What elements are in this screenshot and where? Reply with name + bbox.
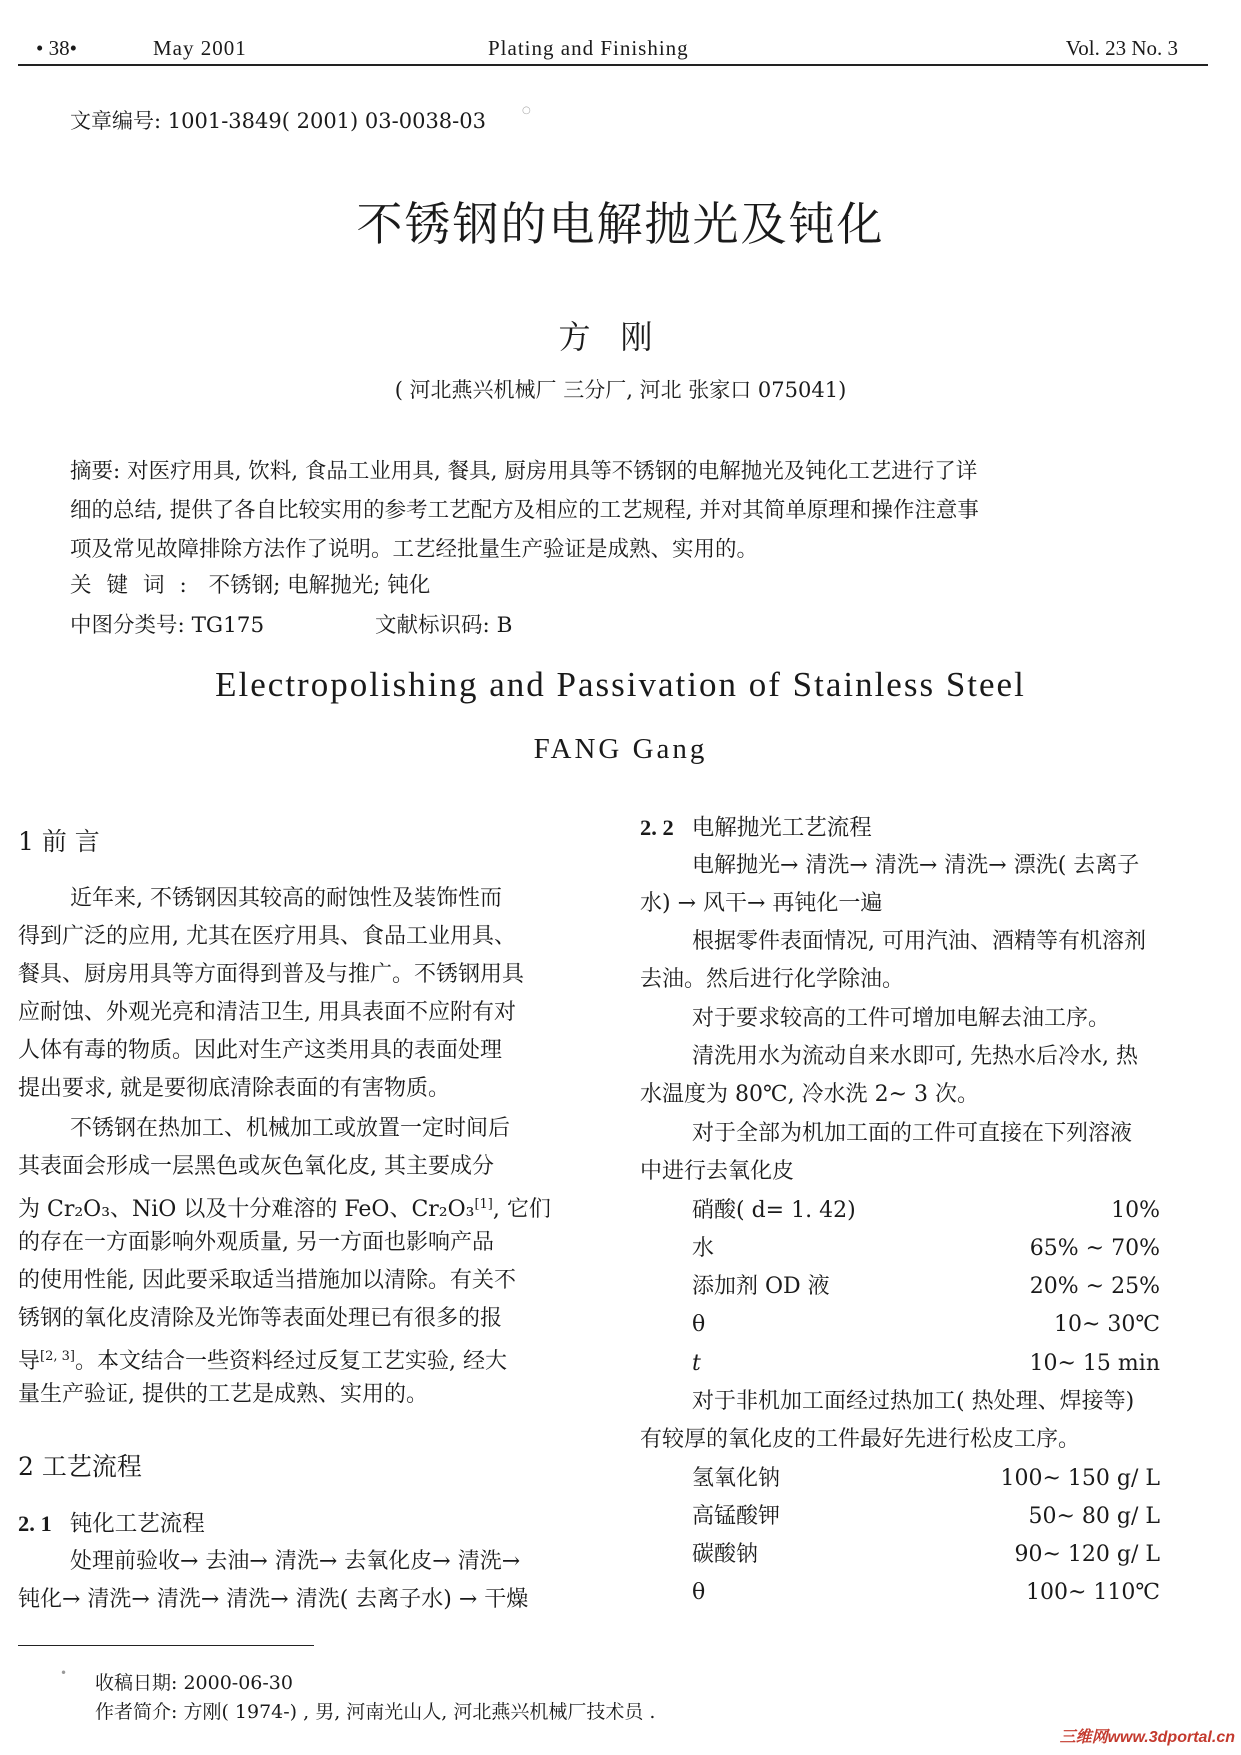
paragraph-line: 其表面会形成一层黑色或灰色氧化皮, 其主要成分 — [18, 1154, 494, 1179]
doc-code-label: 文献标识码: — [375, 613, 490, 638]
paragraph-line: 提出要求, 就是要彻底清除表面的有害物质。 — [18, 1076, 450, 1101]
recipe-row — [692, 1460, 1212, 1498]
line-text: 。本文结合一些资料经过反复工艺实验, 经大 — [74, 1349, 507, 1374]
paragraph-line: 清洗用水为流动自来水即可, 先热水后冷水, 热 — [692, 1044, 1138, 1069]
footnote-marker: • — [60, 1666, 68, 1680]
doc-code-group — [375, 608, 512, 639]
paragraph-line: 餐具、厨房用具等方面得到普及与推广。不锈钢用具 — [18, 962, 525, 987]
english-author: FANG Gang — [533, 733, 708, 765]
paragraph-line: 的使用性能, 因此要采取适当措施加以清除。有关不 — [18, 1268, 516, 1293]
recipe-ingredient: 硝酸( d= 1. 42) — [692, 1198, 856, 1223]
abstract-line: 摘要: 对医疗用具, 饮料, 食品工业用具, 餐具, 厨房用具等不锈钢的电解抛光及钝化工艺进行了详 — [70, 459, 978, 484]
paragraph-line: 对于非机加工面经过热加工( 热处理、焊接等) — [692, 1389, 1135, 1414]
subsection-number: 2. 1 — [18, 1511, 52, 1536]
paragraph-line: 去油。然后进行化学除油。 — [640, 967, 905, 992]
recipe-row — [692, 1306, 1212, 1344]
subsection-heading — [640, 810, 872, 842]
paragraph-line: 对于要求较高的工件可增加电解去油工序。 — [692, 1006, 1111, 1031]
paragraph-line — [18, 1338, 507, 1381]
line-text: 为 Cr₂O₃、NiO 以及十分难溶的 FeO、Cr₂O₃ — [18, 1197, 475, 1222]
paragraph-line: 水) → 风干→ 再钝化一遍 — [640, 891, 883, 916]
recipe-amount: 100~ 150 g/ L — [1000, 1466, 1160, 1491]
recipe-amount: 100~ 110℃ — [1025, 1580, 1160, 1605]
paragraph-line — [18, 1186, 551, 1229]
author-affiliation: ( 河北燕兴机械厂 三分厂, 河北 张家口 075041) — [394, 378, 847, 402]
subsection-title: 钝化工艺流程 — [69, 1511, 205, 1537]
paragraph-line: 处理前验收→ 去油→ 清洗→ 去氧化皮→ 清洗→ — [70, 1549, 521, 1574]
paragraph-line: 不锈钢在热加工、机械加工或放置一定时间后 — [70, 1116, 511, 1141]
recipe-row — [692, 1574, 1212, 1612]
recipe-ingredient: t — [692, 1351, 701, 1376]
keywords: 不锈钢; 电解抛光; 钝化 — [208, 573, 431, 598]
line-text: 导 — [18, 1349, 41, 1374]
subsection-title: 电解抛光工艺流程 — [691, 815, 872, 841]
recipe-amount: 10~ 30℃ — [1053, 1312, 1160, 1337]
keywords-label: 关键词: — [70, 573, 202, 598]
paragraph-line: 钝化→ 清洗→ 清洗→ 清洗→ 清洗( 去离子水) → 干燥 — [18, 1587, 529, 1612]
doc-code: B — [496, 613, 513, 638]
keywords-row — [70, 568, 430, 599]
abstract-line: 项及常见故障排除方法作了说明。工艺经批量生产验证是成熟、实用的。 — [70, 537, 759, 562]
abstract — [70, 452, 1170, 569]
section-heading: 1 前 言 — [18, 827, 100, 856]
paragraph-line: 人体有毒的物质。因此对生产这类用具的表面处理 — [18, 1038, 503, 1063]
recipe-row — [692, 1345, 1212, 1383]
recipe-amount: 20% ~ 25% — [1029, 1274, 1160, 1299]
english-title: Electropolishing and Passivation of Stainless Steel — [215, 665, 1026, 704]
recipe-amount: 65% ~ 70% — [1029, 1236, 1160, 1261]
paragraph-line: 得到广泛的应用, 尤其在医疗用具、食品工业用具、 — [18, 924, 516, 949]
paragraph-line: 有较厚的氧化皮的工件最好先进行松皮工序。 — [640, 1427, 1081, 1452]
paragraph-line: 应耐蚀、外观光亮和清洁卫生, 用具表面不应附有对 — [18, 1000, 516, 1025]
paragraph-line: 中进行去氧化皮 — [640, 1159, 795, 1184]
paragraph-line: 近年来, 不锈钢因其较高的耐蚀性及装饰性而 — [70, 886, 502, 911]
journal-name: Plating and Finishing — [488, 36, 689, 60]
received-date: 收稿日期: 2000-06-30 — [95, 1672, 293, 1694]
citation: [2, 3] — [40, 1349, 75, 1364]
recipe-amount: 10% — [1111, 1198, 1160, 1223]
paragraph-line: 电解抛光→ 清洗→ 清洗→ 清洗→ 漂洗( 去离子 — [692, 853, 1140, 878]
clc-number: TG175 — [191, 613, 265, 638]
line-text: , 它们 — [492, 1197, 551, 1222]
running-header — [18, 30, 1208, 66]
clc-label: 中图分类号: — [70, 613, 185, 638]
page-number: • 38• — [36, 36, 77, 60]
section-heading: 2 工艺流程 — [18, 1452, 142, 1481]
subsection-number: 2. 2 — [640, 815, 674, 840]
paragraph-line: 锈钢的氧化皮清除及光饰等表面处理已有很多的报 — [18, 1306, 503, 1331]
citation: [1] — [474, 1197, 493, 1212]
recipe-row — [692, 1268, 1212, 1306]
subsection-heading — [18, 1506, 205, 1538]
issue-date: May 2001 — [153, 36, 247, 60]
abstract-line: 细的总结, 提供了各自比较实用的参考工艺配方及相应的工艺规程, 并对其简单原理和操作注意事 — [70, 498, 979, 523]
recipe-ingredient: 添加剂 OD 液 — [692, 1274, 830, 1299]
watermark: 三维网www.3dportal.cn — [1059, 1729, 1235, 1746]
paragraph-line: 量生产验证, 提供的工艺是成熟、实用的。 — [18, 1382, 428, 1407]
recipe-ingredient: 氢氧化钠 — [692, 1466, 781, 1491]
recipe-row — [692, 1536, 1212, 1574]
recipe-row — [692, 1192, 1212, 1230]
volume-number: Vol. 23 No. 3 — [1065, 36, 1178, 60]
paper-title: 不锈钢的电解抛光及钝化 — [356, 197, 885, 251]
paragraph-line: 水温度为 80℃, 冷水洗 2~ 3 次。 — [640, 1082, 979, 1107]
paragraph-line: 的存在一方面影响外观质量, 另一方面也影响产品 — [18, 1230, 494, 1255]
recipe-amount: 90~ 120 g/ L — [1014, 1542, 1160, 1567]
recipe-row — [692, 1498, 1212, 1536]
recipe-ingredient: θ — [692, 1580, 706, 1605]
author-bio: 作者简介: 方刚( 1974-) , 男, 河南光山人, 河北燕兴机械厂技术员 . — [95, 1701, 656, 1723]
article-number: 文章编号: 1001-3849( 2001) 03-0038-03 — [70, 109, 486, 133]
speck: ○ — [522, 105, 531, 116]
recipe-amount: 10~ 15 min — [1029, 1351, 1160, 1376]
recipe-ingredient: θ — [692, 1312, 706, 1337]
recipe-ingredient: 高锰酸钾 — [692, 1504, 781, 1529]
recipe-ingredient: 水 — [692, 1236, 715, 1261]
classification-row — [70, 608, 513, 639]
recipe-row — [692, 1230, 1212, 1268]
footnote-rule — [18, 1645, 314, 1646]
recipe-amount: 50~ 80 g/ L — [1028, 1504, 1160, 1529]
paragraph-line: 对于全部为机加工面的工件可直接在下列溶液 — [692, 1121, 1133, 1146]
paragraph-line: 根据零件表面情况, 可用汽油、酒精等有机溶剂 — [692, 929, 1146, 954]
author-name: 方刚 — [558, 318, 683, 356]
recipe-ingredient: 碳酸钠 — [692, 1542, 759, 1567]
